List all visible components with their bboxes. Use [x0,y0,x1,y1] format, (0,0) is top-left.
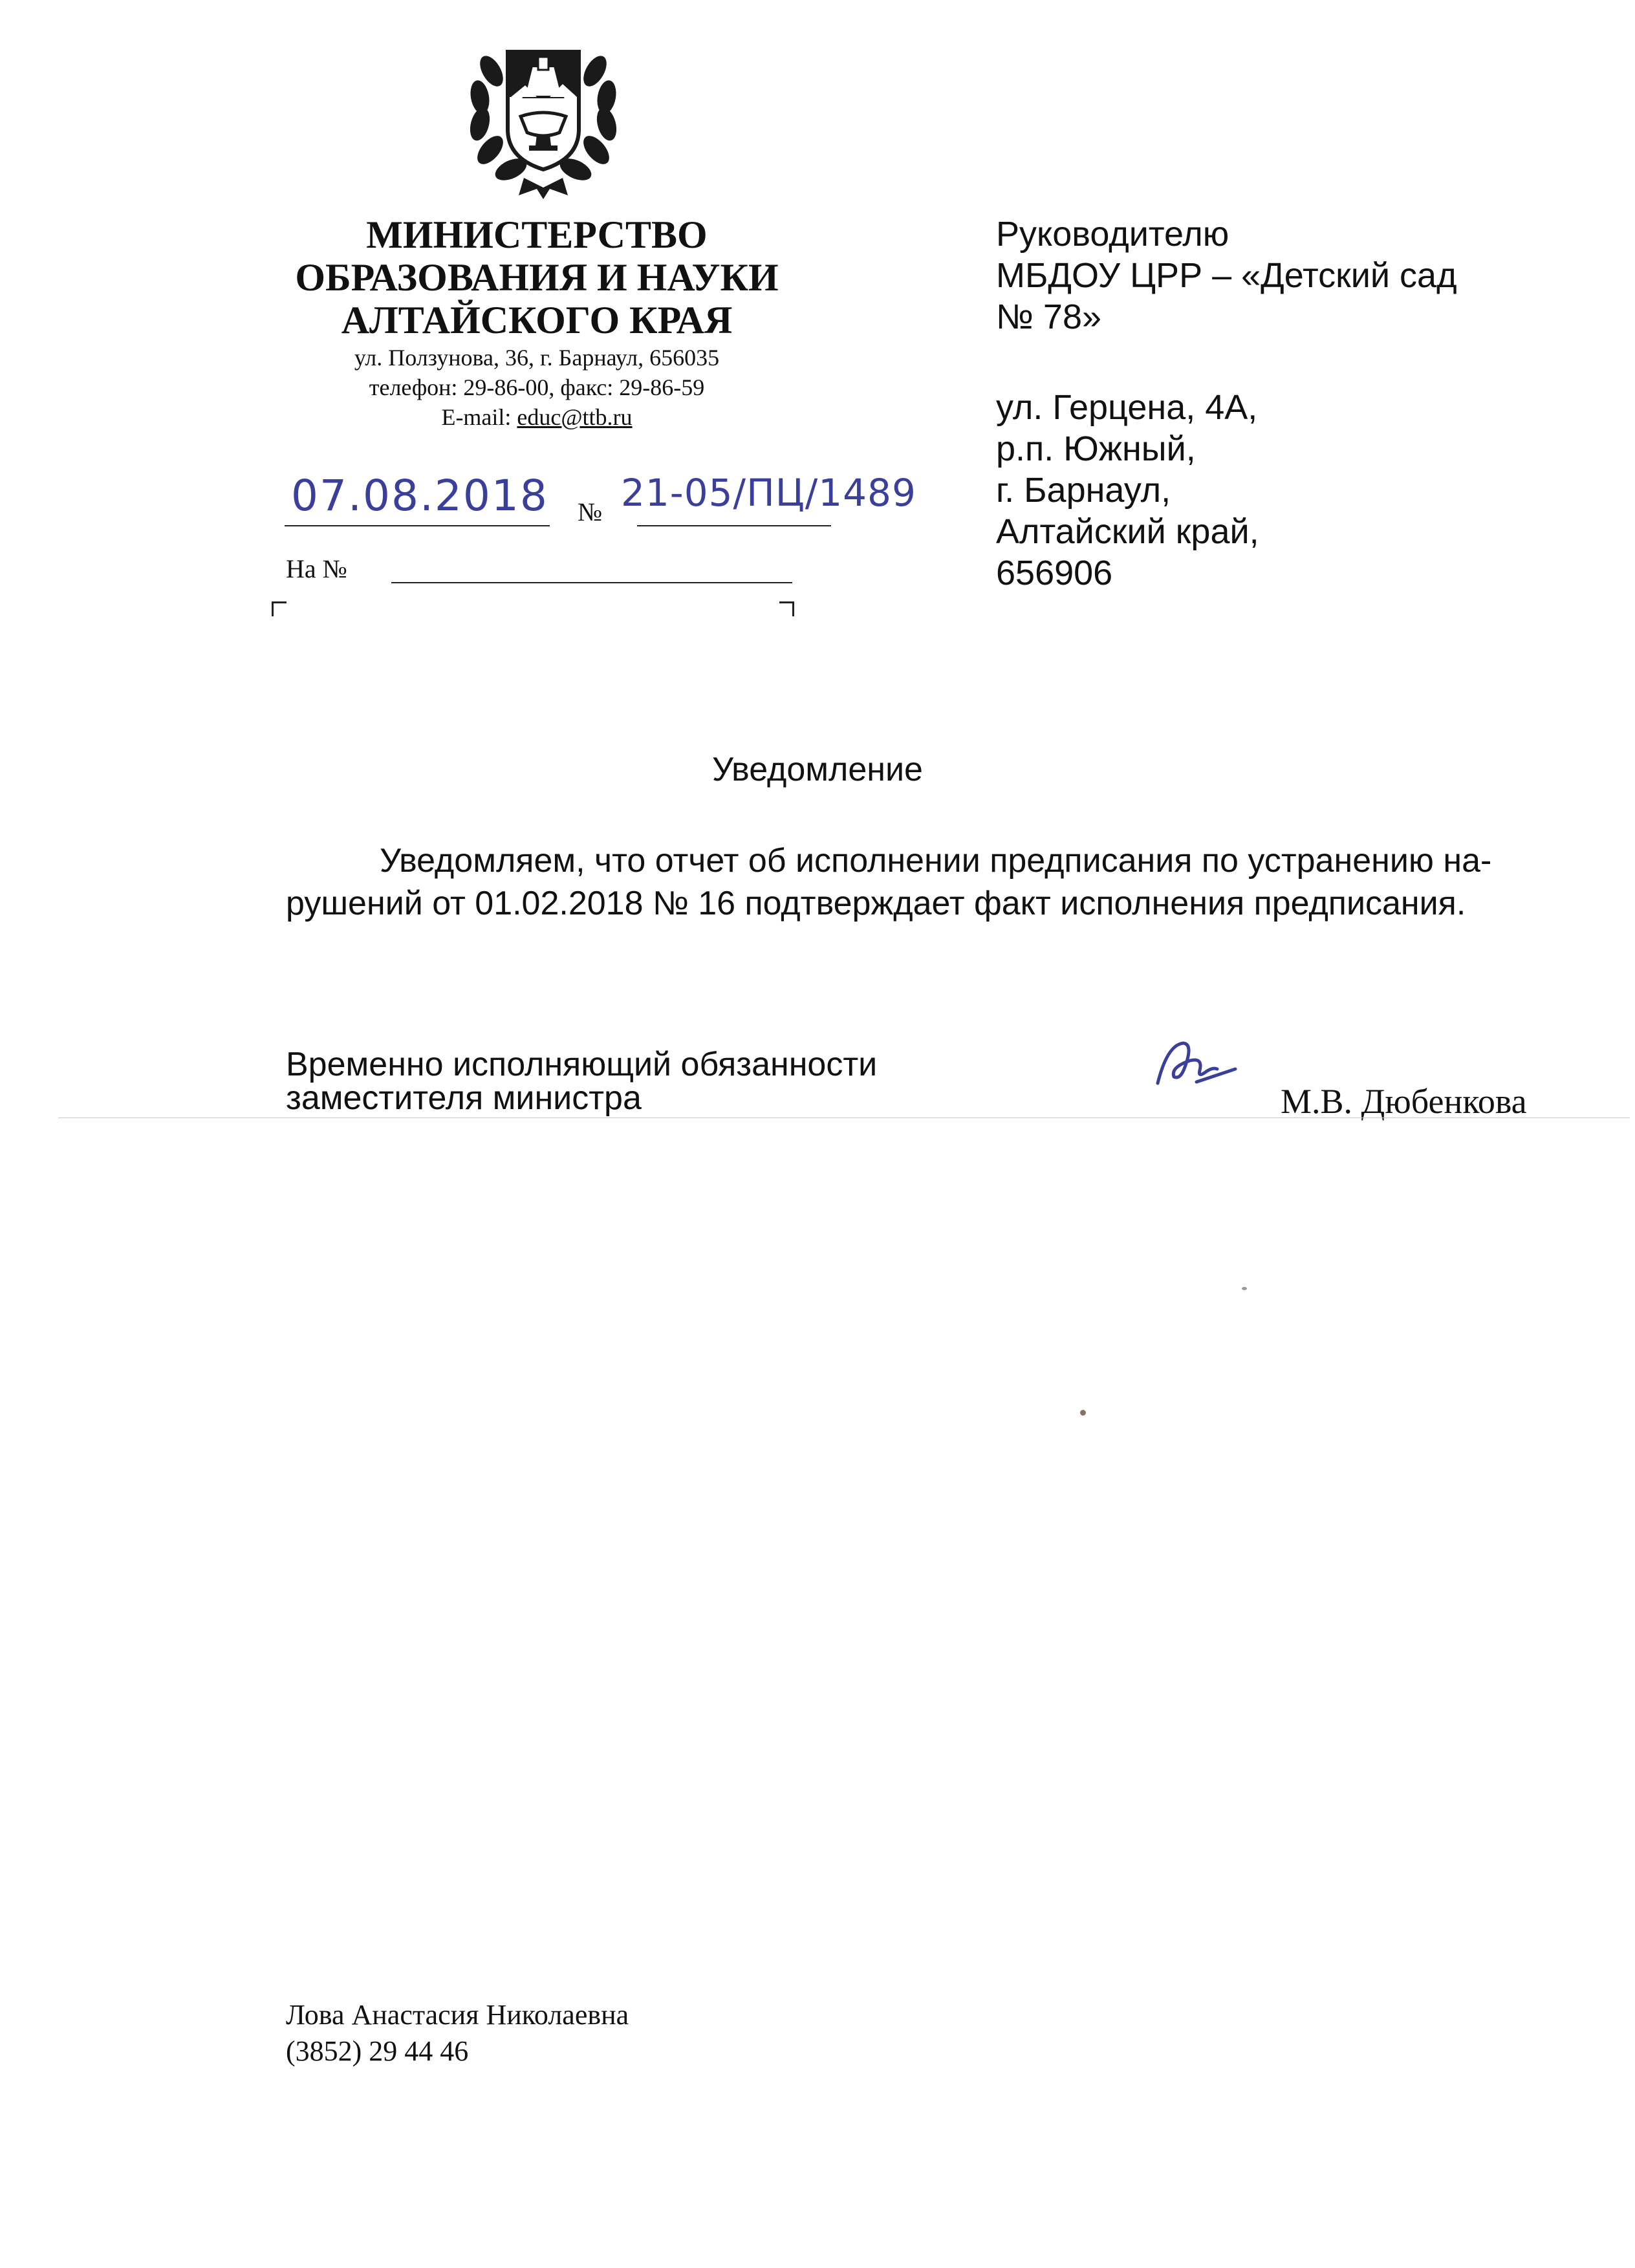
altai-krai-coat-of-arms-icon [453,26,634,200]
ministry-name [246,213,828,341]
ministry-address: ул. Ползунова, 36, г. Барнаул, 656035 [354,345,720,371]
recipient-address-line: Алтайский край, [996,512,1259,551]
handwritten-signature-icon [1145,1031,1242,1096]
registration-date: 07.08.2018 [291,471,548,521]
date-underline [285,525,550,526]
signer-position-line: заместителя министра [286,1079,642,1117]
recipient-line: Руководителю [996,215,1229,254]
scan-speck [1080,1410,1086,1416]
registration-number: 21-05/ПЦ/1489 [621,471,916,515]
recipient-address-line: 656906 [996,554,1113,592]
address-corner-left [272,601,287,616]
recipient-address-line: р.п. Южный, [996,429,1196,468]
ministry-name-line: АЛТАЙСКОГО КРАЯ [341,299,733,341]
address-corner-right [779,601,794,616]
recipient-block [996,213,1578,594]
ministry-contacts [246,343,828,432]
executor-block [286,1997,629,2069]
signer-position [286,1048,877,1115]
number-sign: № [578,497,603,526]
signer-name: М.В. Дюбенкова [1281,1082,1527,1121]
reference-label: На № [286,554,347,583]
recipient-address-line: ул. Герцена, 4А, [996,388,1258,427]
email-label: E-mail: [441,404,517,430]
document-title: Уведомление [712,751,923,788]
recipient-line: № 78» [996,297,1102,336]
ministry-phone-fax: телефон: 29-86-00, факс: 29-86-59 [369,374,705,400]
reference-underline [391,582,792,583]
executor-name: Лова Анастасия Николаевна [286,1999,629,2031]
number-underline [637,525,831,526]
body-line: рушений от 01.02.2018 № 16 подтверждает факт исполнения предписания. [286,885,1466,922]
scan-speck [1242,1287,1247,1290]
document-body [286,839,1554,925]
recipient-address-line: г. Барнаул, [996,471,1171,510]
executor-phone: (3852) 29 44 46 [286,2035,469,2067]
ministry-email-row [246,402,828,432]
email-link[interactable]: educ@ttb.ru [517,404,633,430]
body-line: Уведомляем, что отчет об исполнении предписания по устранению на- [380,842,1492,880]
recipient-line: МБДОУ ЦРР – «Детский сад [996,256,1457,295]
ministry-name-line: ОБРАЗОВАНИЯ И НАУКИ [295,256,779,299]
signer-position-line: Временно исполняющий обязанности [286,1046,878,1083]
ministry-name-line: МИНИСТЕРСТВО [366,213,708,256]
